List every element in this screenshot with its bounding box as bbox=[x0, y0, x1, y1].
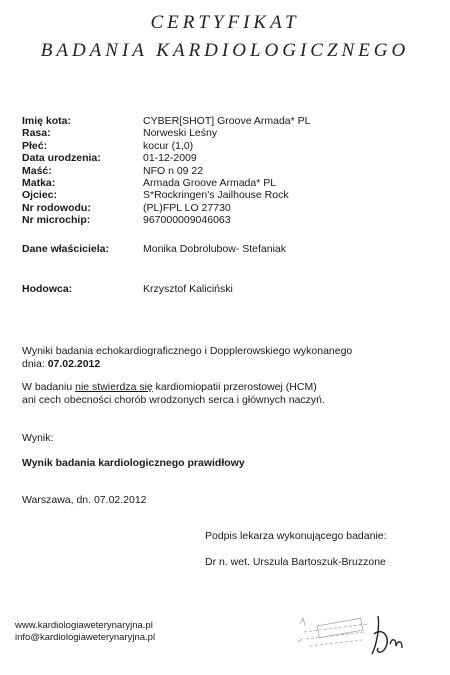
info-value: Armada Groove Armada* PL bbox=[143, 177, 277, 190]
info-label: Płeć: bbox=[22, 139, 48, 152]
info-label: Maść: bbox=[22, 164, 52, 177]
info-row bbox=[22, 140, 310, 152]
info-label: Nr microchip: bbox=[22, 214, 91, 227]
info-label: Matka: bbox=[22, 177, 56, 190]
breeder-row bbox=[22, 283, 233, 295]
title-line-2: BADANIA KARDIOLOGICZNEGO bbox=[40, 40, 410, 61]
info-value: NFO n 09 22 bbox=[143, 164, 204, 177]
place-date: Warszawa, dn. 07.02.2012 bbox=[22, 494, 147, 506]
exam-date-line bbox=[22, 358, 432, 371]
info-row bbox=[22, 202, 310, 214]
exam-date-prefix: dnia: bbox=[22, 357, 48, 370]
exam-paragraph bbox=[22, 345, 432, 370]
info-label: Imię kota: bbox=[22, 115, 72, 127]
doctor-name: Dr n. wet. Urszula Bartoszuk-Bruzzone bbox=[205, 556, 386, 568]
info-label: Data urodzenia: bbox=[22, 152, 101, 165]
info-row bbox=[22, 165, 310, 177]
info-value: kocur (1,0) bbox=[143, 139, 194, 152]
info-row bbox=[22, 189, 310, 201]
exam-line: Wyniki badania echokardiograficznego i Dopplerowskiego wykonanego bbox=[22, 345, 353, 357]
info-row bbox=[22, 214, 310, 226]
finding-paragraph bbox=[22, 381, 432, 406]
info-label: Nr rodowodu: bbox=[22, 201, 91, 214]
email-link[interactable]: info@kardiologiaweterynaryjna.pl bbox=[15, 632, 156, 643]
exam-date: 07.02.2012 bbox=[47, 357, 101, 370]
result-text: Wynik badania kardiologicznego prawidłowy bbox=[22, 457, 245, 469]
info-value: (PL)FPL LO 27730 bbox=[143, 201, 231, 214]
title-line-1: CERTYFIKAT bbox=[150, 12, 300, 33]
stamp-and-signature-icon bbox=[292, 604, 442, 664]
info-value: 01-12-2009 bbox=[143, 152, 197, 165]
result-label: Wynik: bbox=[22, 432, 54, 444]
finding-suffix: kardiomiopatii przerostowej (HCM) bbox=[152, 381, 317, 393]
finding-line bbox=[22, 381, 432, 394]
info-row bbox=[22, 152, 310, 164]
info-value: 967000009046063 bbox=[143, 214, 231, 227]
finding-prefix: W badaniu bbox=[22, 381, 76, 393]
footer-contact bbox=[15, 620, 155, 644]
finding-line-2: ani cech obecności chorób wrodzonych serca i głównych naczyń. bbox=[22, 393, 325, 406]
info-value: S*Rockringen's Jailhouse Rock bbox=[143, 189, 289, 202]
owner-row bbox=[22, 243, 286, 255]
info-row bbox=[22, 127, 310, 139]
info-row bbox=[22, 115, 310, 127]
breeder-value: Krzysztof Kaliciński bbox=[143, 283, 233, 295]
website-link[interactable]: www.kardiologiaweterynaryjna.pl bbox=[15, 620, 153, 631]
finding-negation: nie stwierdza się bbox=[75, 381, 153, 393]
owner-label: Dane właściciela: bbox=[22, 243, 109, 255]
info-value: Norweski Leśny bbox=[143, 127, 218, 140]
signature-caption: Podpis lekarza wykonującego badanie: bbox=[205, 530, 387, 542]
info-label: Ojciec: bbox=[22, 189, 58, 202]
info-row bbox=[22, 177, 310, 189]
breeder-label: Hodowca: bbox=[22, 283, 73, 295]
owner-value: Monika Dobrolubow- Stefaniak bbox=[143, 243, 286, 255]
info-value: CYBER[SHOT] Groove Armada* PL bbox=[143, 115, 311, 127]
info-label: Rasa: bbox=[22, 127, 51, 140]
cat-info-table bbox=[22, 115, 310, 227]
